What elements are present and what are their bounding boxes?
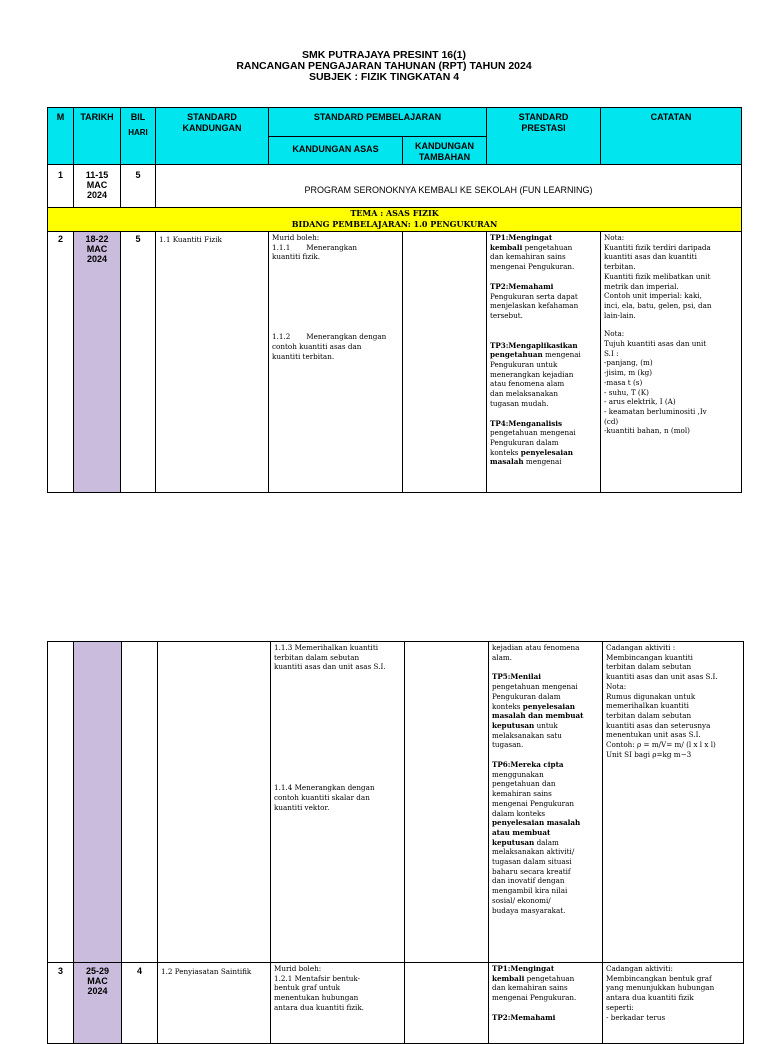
rpt-table-page-1 xyxy=(47,107,742,493)
note-line: -masa t (s) xyxy=(604,377,643,387)
sp-line: kuantiti terbitan. xyxy=(272,351,335,361)
note-line: yang menunjukkan hubungan xyxy=(606,983,715,993)
tp-text: tugasan. xyxy=(492,740,524,750)
sp-line: menentukan hubungan xyxy=(274,993,359,1003)
note-line: inci, ela, batu, gelen, psi, dan xyxy=(604,300,712,310)
tp-text: mengenai xyxy=(523,457,562,467)
tp1-heading-2: kembali xyxy=(490,242,523,252)
program-cell xyxy=(156,165,742,208)
tp-text: baharu secara kreatif xyxy=(492,866,571,876)
tp-text: tersebut. xyxy=(490,310,523,320)
note-line: S.I : xyxy=(604,348,619,358)
note-line: seperti: xyxy=(606,1002,634,1012)
tp4-continued xyxy=(492,643,599,662)
tp-text: menggunakan xyxy=(492,769,544,779)
tp3-block xyxy=(490,341,597,409)
sp-line: 1.1.2 Menerangkan dengan xyxy=(272,332,387,342)
note-line: -panjang, (m) xyxy=(604,358,653,368)
tp-text: tugasan dalam situasi xyxy=(492,857,572,867)
note-line: menentukan unit asas S.I. xyxy=(606,730,701,740)
day-count: 5 xyxy=(121,165,156,208)
week-number xyxy=(48,642,74,963)
tp-text: dan kemahiran sains xyxy=(490,252,566,262)
note-line: Cadangan aktiviti : xyxy=(606,643,676,652)
subject-title: SUBJEK : FIZIK TINGKATAN 4 xyxy=(308,71,460,83)
kandungan-asas xyxy=(269,232,403,493)
col-header-kandungan-tambahan xyxy=(403,137,487,165)
tp6-heading: TP6:Mereka cipta xyxy=(492,760,564,770)
tp1-block xyxy=(492,964,599,1003)
theme-row xyxy=(48,208,742,232)
tp-text: atau fenomena alam xyxy=(490,379,565,389)
sp-line: bentuk graf untuk xyxy=(274,983,341,993)
note-line: Nota: xyxy=(604,329,625,339)
date-shade xyxy=(74,642,122,962)
tp-text: dan kemahiran sains xyxy=(492,983,568,993)
week-date-cell xyxy=(74,963,158,1044)
week-number: 3 xyxy=(48,963,74,1044)
tp-text: melaksanakan satu xyxy=(492,730,562,740)
note-line: terbitan. xyxy=(604,262,636,272)
catatan xyxy=(603,963,744,1044)
tp-text: mengambil kira nilai xyxy=(492,886,568,896)
date-year: 2024 xyxy=(87,986,108,996)
col-header-catatan: CATATAN xyxy=(601,108,742,165)
sp-line: Murid boleh: xyxy=(274,964,322,973)
sp-line: terbitan dalam sebutan xyxy=(274,652,360,662)
tp-text: pengetahuan xyxy=(522,242,573,252)
col-header-spr-line2: PRESTASI xyxy=(521,123,566,133)
col-header-sk-line2: KANDUNGAN xyxy=(182,123,242,133)
day-count: 5 xyxy=(121,232,156,493)
sp-line: antara dua kuantiti fizik. xyxy=(274,1002,364,1012)
table-row-week-3 xyxy=(48,963,744,1044)
week-number: 1 xyxy=(48,165,74,208)
sp-line: 1.1.1 Menerangkan xyxy=(272,242,357,252)
tp-text: kemahiran sains xyxy=(492,789,552,799)
note-line: Unit SI bagi ρ=kg m−3 xyxy=(606,749,692,759)
catatan xyxy=(603,642,744,963)
kandungan-asas xyxy=(271,642,405,963)
tp2-block xyxy=(492,1013,599,1023)
col-header-tam-line2: TAMBAHAN xyxy=(418,152,471,162)
week-date xyxy=(74,165,121,208)
tp-text: melaksanakan aktiviti/ xyxy=(492,847,575,857)
table-row-week-2 xyxy=(48,232,742,493)
standard-kandungan: 1.2 Penyiasatan Saintifik xyxy=(158,963,271,1044)
col-header-hari: HARI xyxy=(128,128,148,137)
standard-kandungan xyxy=(158,642,271,963)
tp2-heading: TP2:Memahami xyxy=(492,1012,556,1022)
note-line: (cd) xyxy=(604,416,619,426)
tp-bold: penyelesaian xyxy=(522,701,575,711)
tp-text: pengetahuan dan xyxy=(492,779,556,789)
tp-text: alam. xyxy=(492,652,512,662)
kandungan-asas xyxy=(271,963,405,1044)
tp-text: untuk xyxy=(534,720,558,730)
note-line: lain-lain. xyxy=(604,310,636,320)
col-header-m: M xyxy=(48,108,74,165)
tp4-block xyxy=(490,419,597,468)
note-line: kuantiti asas dan kuantiti xyxy=(604,252,697,262)
tp-text: pengetahuan xyxy=(524,973,575,983)
tp-bold: masalah xyxy=(490,457,524,467)
tp5-block xyxy=(492,672,599,750)
tp-text: mengenai Pengukuran. xyxy=(490,262,575,272)
theme-band xyxy=(48,208,742,232)
note-line: memerihalkan kuantiti xyxy=(606,701,689,711)
tp1-heading: TP1:Mengingat xyxy=(492,964,555,973)
note-line: terbitan dalam sebutan xyxy=(606,710,692,720)
note-line: kuantiti asas dan seterusnya xyxy=(606,720,711,730)
sp-line: 1.2.1 Mentafsir bentuk- xyxy=(274,973,361,983)
plan-title: RANCANGAN PENGAJARAN TAHUNAN (RPT) TAHUN 2024 xyxy=(236,60,532,72)
tp-text: Pengukuran dalam xyxy=(490,437,559,447)
note-line: Contoh unit imperial: kaki, xyxy=(604,291,702,301)
kandungan-tambahan xyxy=(403,232,487,493)
tp-text: tugasan mudah. xyxy=(490,398,549,408)
tp3-heading-2: pengetahuan xyxy=(490,350,543,360)
tp-text: menjelaskan kefahaman xyxy=(490,301,579,311)
tp1-block xyxy=(490,233,597,272)
col-header-tam-line1: KANDUNGAN xyxy=(415,141,474,151)
sp-line: kuantiti vektor. xyxy=(274,802,330,812)
tp-text: menerangkan kejadian xyxy=(490,369,574,379)
note-line: - suhu, T (K) xyxy=(604,387,649,397)
week-date-continued xyxy=(74,642,158,963)
standard-prestasi xyxy=(489,642,603,963)
tp1-heading: TP1:Mengingat xyxy=(490,233,553,242)
note-line: - berkadar terus xyxy=(606,1012,666,1022)
tp-bold: atau membuat xyxy=(492,827,551,837)
day-count: 4 xyxy=(136,966,142,976)
tp-text: mengenai Pengukuran xyxy=(492,798,575,808)
theme-title: TEMA : ASAS FIZIK xyxy=(350,208,439,218)
standard-prestasi xyxy=(487,232,601,493)
sp-line: kuantiti asas dan unit asas S.I. xyxy=(274,662,386,672)
date-year: 2024 xyxy=(86,190,108,200)
program-title: PROGRAM SERONOKNYA KEMBALI KE SEKOLAH (FUN LEARNING) xyxy=(304,185,593,195)
col-header-bil-hari xyxy=(121,108,156,165)
sp-line: Murid boleh: xyxy=(272,233,320,242)
note-line: Kuantiti fizik melibatkan unit xyxy=(604,271,711,281)
tp-text: konteks xyxy=(490,447,521,457)
sp-line: kuantiti fizik. xyxy=(272,252,321,262)
note-line: - arus elektrik, I (A) xyxy=(604,397,676,407)
sp-line: contoh kuantiti skalar dan xyxy=(274,792,370,802)
note-line: Kuantiti fizik terdiri daripada xyxy=(604,242,711,252)
week-date xyxy=(74,963,122,1043)
tp-text: dan melaksanakan xyxy=(490,389,558,399)
col-header-tarikh: TARIKH xyxy=(74,108,121,165)
tp-text: kejadian atau fenomena xyxy=(492,643,580,652)
tp3-heading: TP3:Mengaplikasikan xyxy=(490,340,578,350)
tp-text: sosial/ ekonomi/ xyxy=(492,895,551,905)
tp-text: dalam xyxy=(534,837,559,847)
note-line: Membincangkan bentuk graf xyxy=(606,973,712,983)
tp5-heading: TP5:Menilai xyxy=(492,672,542,682)
tp-bold: masalah dan membuat xyxy=(492,711,584,721)
col-header-kandungan-asas: KANDUNGAN ASAS xyxy=(269,137,403,165)
school-title: SMK PUTRAJAYA PRESINT 16(1) xyxy=(302,49,466,61)
tp-text: pengetahuan mengenai xyxy=(492,682,578,692)
date-range: 18-22 xyxy=(85,234,109,244)
week-number: 2 xyxy=(48,232,74,493)
date-month: MAC xyxy=(87,976,108,986)
note-line: Cadangan aktiviti: xyxy=(606,964,673,973)
col-header-standard-kandungan xyxy=(156,108,269,165)
tp-text: mengenai Pengukuran. xyxy=(492,993,577,1003)
note-line: Nota: xyxy=(606,681,627,691)
note-line: Tujuh kuantiti asas dan unit xyxy=(604,339,707,349)
col-header-standard-prestasi xyxy=(487,108,601,165)
note-line: -jisim, m (kg) xyxy=(604,368,652,378)
tp2-block xyxy=(490,282,597,321)
note-line: - keamatan berluminositi ,Iv xyxy=(604,406,707,416)
tp-bold: keputusan xyxy=(492,837,535,847)
note-line: antara dua kuantiti fizik xyxy=(606,993,694,1003)
kandungan-tambahan xyxy=(405,963,489,1044)
date-year: 2024 xyxy=(86,254,108,264)
col-header-spr-line1: STANDARD xyxy=(518,112,569,122)
table-row-week-2-continued xyxy=(48,642,744,963)
note-line: Membincangan kuantiti xyxy=(606,652,693,662)
tp-text: pengetahuan mengenai xyxy=(490,428,576,438)
sp-line: contoh kuantiti asas dan xyxy=(272,341,362,351)
tp-text: budaya masyarakat. xyxy=(492,905,566,915)
tp-bold: penyelesaian xyxy=(520,447,573,457)
col-header-sk-line1: STANDARD xyxy=(187,112,237,122)
tp-text: dan inovatif dengan xyxy=(492,876,565,886)
kandungan-tambahan xyxy=(405,642,489,963)
note-line: terbitan dalam sebutan xyxy=(606,662,692,672)
week-date xyxy=(74,232,121,493)
col-header-bil: BIL xyxy=(130,112,146,122)
table-row-week-1 xyxy=(48,165,742,208)
note-line: Nota: xyxy=(604,233,625,242)
note-line: Contoh: ρ = m/V= m/ (l x l x l) xyxy=(606,740,716,750)
rpt-table-page-2 xyxy=(47,641,744,1044)
col-header-standard-pembelajaran: STANDARD PEMBELAJARAN xyxy=(269,108,487,137)
tp-bold: penyelesaian masalah xyxy=(492,818,581,828)
learning-area: BIDANG PEMBELAJARAN: 1.0 PENGUKURAN xyxy=(291,219,498,229)
note-line: Rumus digunakan untuk xyxy=(606,691,696,701)
tp-text: Pengukuran serta dapat xyxy=(490,291,578,301)
date-range: 11-15 xyxy=(85,170,109,180)
standard-prestasi xyxy=(489,963,603,1044)
sp-line: 1.1.4 Menerangkan dengan xyxy=(274,783,375,793)
note-line: metrik dan imperial. xyxy=(604,281,679,291)
catatan xyxy=(601,232,742,493)
tp-text: dalam konteks xyxy=(492,808,546,818)
note-line: -kuantiti bahan, n (mol) xyxy=(604,426,690,436)
date-month: MAC xyxy=(86,244,108,254)
standard-kandungan: 1.1 Kuantiti Fizik xyxy=(156,232,269,493)
tp2-heading: TP2:Memahami xyxy=(490,281,554,291)
tp-text: konteks xyxy=(492,701,523,711)
tp-text: Pengukuran untuk xyxy=(490,360,558,370)
tp-bold: keputusan xyxy=(492,720,535,730)
tp-text: mengenai xyxy=(542,350,581,360)
note-line: kuantiti asas dan unit asas S.I. xyxy=(606,672,718,682)
date-month: MAC xyxy=(86,180,108,190)
sp-line: 1.1.3 Memerihalkan kuantiti xyxy=(274,643,379,652)
day-count-continued xyxy=(122,642,157,962)
tp6-block xyxy=(492,760,599,915)
tp1-heading-2: kembali xyxy=(492,973,525,983)
tp4-heading: TP4:Menganalisis xyxy=(490,418,563,428)
date-range: 25-29 xyxy=(85,966,110,976)
tp-text: Pengukuran dalam xyxy=(492,691,561,701)
